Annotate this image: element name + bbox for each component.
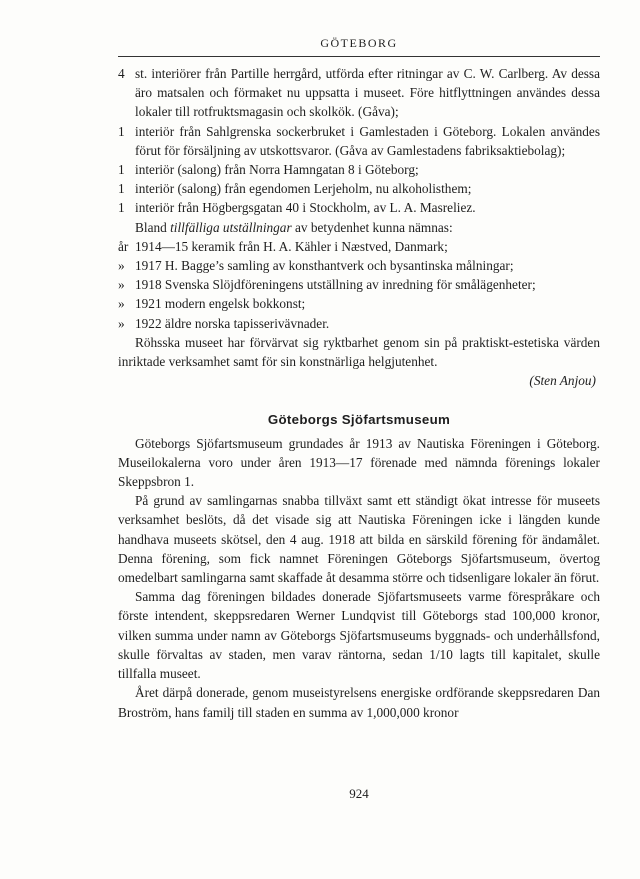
exhibition-prefix: » — [118, 296, 125, 312]
temporary-exhibitions-list — [118, 237, 600, 333]
exhibition-item — [118, 314, 600, 333]
section-heading: Göteborgs Sjöfartsmuseum — [267, 412, 451, 428]
exhibition-prefix: år — [118, 238, 129, 254]
exhibition-item — [118, 256, 600, 275]
exhibition-item — [118, 294, 600, 313]
page-body — [118, 64, 600, 722]
intro-after: av betydenhet kunna nämnas: — [294, 219, 453, 235]
page-number: 924 — [349, 786, 369, 801]
interior-text: interiör från Sahlgrenska sockerbruket i Gamlestaden i Göteborg. Lokalen användes förut för försäljning av utskottsvaror. (Gåva av Gamlestadens fabriksaktiebolag); — [135, 123, 600, 158]
interior-count: 1 — [118, 181, 125, 197]
exhibition-text: 1922 äldre norska tapisserivävnader. — [135, 315, 330, 331]
section-paragraph: Göteborgs Sjöfartsmuseum grundades år 1913 av Nautiska Föreningen i Göteborg. Museilokalerna voro under åren 1913—17 förenade med nämnda förenings lokaler Skeppsbron 1. — [118, 435, 600, 490]
interior-item — [118, 160, 600, 179]
section-body — [118, 434, 600, 722]
interior-count: 4 — [118, 66, 125, 81]
section-paragraph: På grund av samlingarnas snabba tillväxt samt ett ständigt ökat intresse för museets verksamhet beslöts, då det visade sig att Nautiska Föreningen icke i längden kunde handhava museets skötsel, den 4 aug. 1918 att bilda en särskild förening för ändamålet. Denna förening, som fick namnet Föreningen Göteborgs Sjöfartsmuseum, övertog omedelbart samlingarna samt skaffade åt desamma större och tidsenligare lokaler än förut. — [118, 493, 600, 586]
interior-text: interiör från Högbergsgatan 40 i Stockholm, av L. A. Masreliez. — [135, 200, 476, 216]
section-paragraph: Samma dag föreningen bildades donerade Sjöfartsmuseets varme förespråkare och förste intendent, skeppsredaren Werner Lundqvist till Göteborgs stad 100,000 kronor, vilken summa under namn av Göteborgs Sjöfartsmuseums byggnads- och underhållsfond, skulle förvaltas av staden, men varav räntorna, sedan 1/10 lagts till kapitalet, skulle tillfalla museet. — [118, 589, 600, 682]
interior-item — [118, 64, 600, 122]
closing-paragraph: Röhsska museet har förvärvat sig ryktbarhet genom sin på praktiskt-estetiska värden inriktade verksamhet samt för sin konstnärliga helgjutenhet. — [118, 334, 600, 370]
interior-text: interiör (salong) från Norra Hamngatan 8 i Göteborg; — [135, 162, 419, 178]
running-head: GÖTEBORG — [320, 36, 398, 50]
exhibition-prefix: » — [118, 258, 125, 274]
interior-list — [118, 64, 600, 218]
interior-text: st. interiörer från Partille herrgård, utförda efter ritningar av C. W. Carlberg. Av dessa äro matsalen och förmaket nu uppsatta i museet. Före hitflyttningen användes dessa lokaler till rotfruktsmagasin och skolkök. (Gåva); — [135, 66, 600, 120]
interior-item — [118, 198, 600, 217]
exhibition-item — [118, 275, 600, 294]
exhibition-text: 1914—15 keramik från H. A. Kähler i Næstved, Danmark; — [135, 238, 448, 254]
interior-count: 1 — [118, 123, 125, 139]
author-signature: (Sten Anjou) — [529, 373, 596, 389]
interior-count: 1 — [118, 200, 125, 216]
exhibition-prefix: » — [118, 315, 125, 331]
intro-italic: tillfälliga utställningar — [170, 219, 292, 235]
interior-item — [118, 122, 600, 160]
exhibition-text: 1917 H. Bagge’s samling av konsthantverk och bysantinska målningar; — [135, 258, 514, 274]
exhibition-item — [118, 237, 600, 256]
interior-text: interiör (salong) från egendomen Lerjeholm, nu alkoholisthem; — [135, 181, 472, 197]
exhibition-text: 1921 modern engelsk bokkonst; — [135, 296, 306, 312]
interior-item — [118, 179, 600, 198]
section-paragraph: Året därpå donerade, genom museistyrelsens energiske ordförande skeppsredaren Dan Broström, hans familj till staden en summa av 1,000,000 kronor — [118, 685, 600, 720]
exhibition-prefix: » — [118, 277, 125, 293]
header-rule — [118, 56, 600, 57]
exhibition-text: 1918 Svenska Slöjdföreningens utställning av inredning för smålägenheter; — [135, 277, 536, 293]
temporary-exhibitions-intro — [118, 218, 600, 237]
interior-count: 1 — [118, 162, 125, 178]
intro-before: Bland — [135, 219, 167, 235]
